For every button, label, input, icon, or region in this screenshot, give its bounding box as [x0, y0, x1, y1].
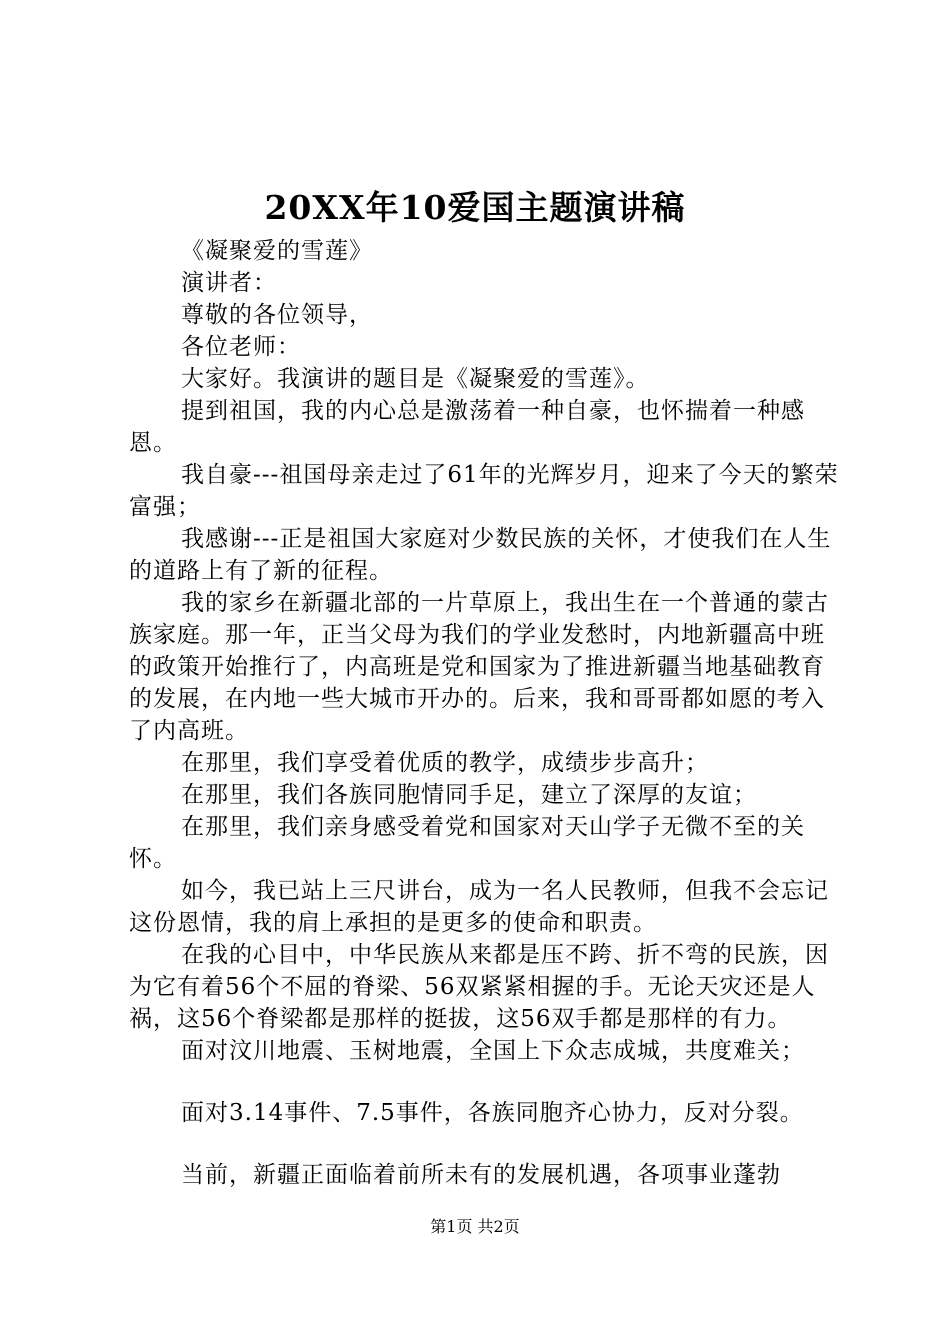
paragraph-events: 面对3.14事件、7.5事件，各族同胞齐心协力，反对分裂。 [181, 1100, 804, 1126]
paragraph-greeting-teachers: 各位老师： [181, 334, 301, 360]
paragraph-hometown: 我的家乡在新疆北部的一片草原上，我出生在一个普通的蒙古族家庭。那一年，正当父母为我们的学业发愁时，内地新疆高中班的政策开始推行了，内高班是党和国家为了推进新疆当地基础教育的发展，在内地一些大城市开办的。后来，我和哥哥都如愿的考入了内高班。 [129, 590, 829, 744]
document-title: 20XX年10爱国主题演讲稿 [264, 188, 686, 227]
paragraph-gratitude: 我感谢---正是祖国大家庭对少数民族的关怀，才使我们在人生的道路上有了新的征程。 [129, 526, 832, 584]
document-body [129, 235, 839, 1191]
paragraph-there-care: 在那里，我们亲身感受着党和国家对天山学子无微不至的关怀。 [129, 814, 805, 872]
paragraph-motherland: 提到祖国，我的内心总是激荡着一种自豪，也怀揣着一种感恩。 [129, 398, 805, 456]
paragraph-nation: 在我的心目中，中华民族从来都是压不跨、折不弯的民族，因为它有着56个不屈的脊梁、56双紧紧相握的手。无论天灾还是人祸，这56个脊梁都是那样的挺拔，这56双手都是那样的有力。 [129, 942, 829, 1032]
paragraph-speech-name: 《凝聚爱的雪莲》 [181, 238, 373, 264]
paragraph-earthquakes: 面对汶川地震、玉树地震，全国上下众志成城，共度难关； [181, 1038, 805, 1064]
paragraph-there-teaching: 在那里，我们享受着优质的教学，成绩步步高升； [181, 750, 709, 776]
page-footer: 第1页 共2页 [430, 1217, 520, 1236]
paragraph-there-friendship: 在那里，我们各族同胞情同手足，建立了深厚的友谊； [181, 782, 757, 808]
paragraph-current: 当前，新疆正面临着前所未有的发展机遇，各项事业蓬勃 [181, 1162, 781, 1188]
paragraph-greeting-leaders: 尊敬的各位领导， [181, 302, 373, 328]
paragraph-teacher-now: 如今，我已站上三尺讲台，成为一名人民教师，但我不会忘记这份恩情，我的肩上承担的是更多的使命和职责。 [129, 878, 829, 936]
paragraph-intro: 大家好。我演讲的题目是《凝聚爱的雪莲》。 [181, 366, 650, 392]
paragraph-speaker: 演讲者： [181, 270, 277, 296]
paragraph-pride: 我自豪---祖国母亲走过了61年的光辉岁月，迎来了今天的繁荣富强； [129, 462, 839, 520]
